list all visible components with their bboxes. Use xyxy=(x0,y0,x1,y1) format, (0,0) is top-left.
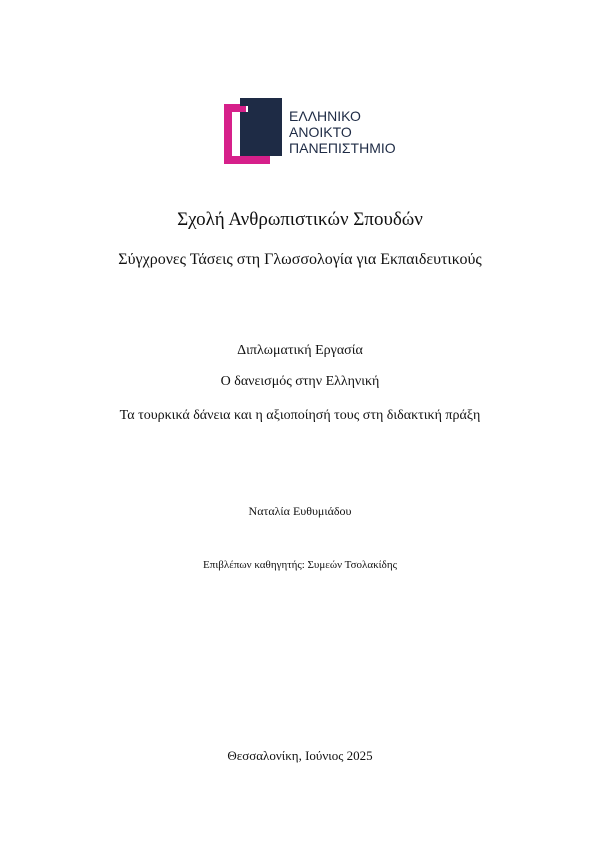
logo-line-2: ΑΝΟΙΚΤΟ xyxy=(289,124,352,140)
thesis-title: Ο δανεισμός στην Ελληνική xyxy=(220,374,380,389)
supervisor: Επιβλέπων καθηγητής: Συμεών Τσολακίδης xyxy=(203,559,397,571)
university-logo-mark-icon xyxy=(224,98,286,170)
author-name: Ναταλία Ευθυμιάδου xyxy=(248,504,352,518)
logo-line-3: ΠΑΝΕΠΙΣΤΗΜΙΟ xyxy=(289,140,396,156)
logo-line-1: ΕΛΛΗΝΙΚΟ xyxy=(289,108,361,124)
school-name: Σχολή Ανθρωπιστικών Σπουδών xyxy=(177,209,423,230)
university-logo xyxy=(224,98,414,170)
thesis-subtitle: Τα τουρκικά δάνεια και η αξιοποίησή τους στη διδακτική πράξη xyxy=(119,408,481,423)
program-name: Σύγχρονες Τάσεις στη Γλωσσολογία για Εκπαιδευτικούς xyxy=(118,251,482,268)
thesis-type: Διπλωματική Εργασία xyxy=(237,343,363,358)
place-date: Θεσσαλονίκη, Ιούνιος 2025 xyxy=(227,748,373,763)
university-logo-text xyxy=(289,108,396,156)
